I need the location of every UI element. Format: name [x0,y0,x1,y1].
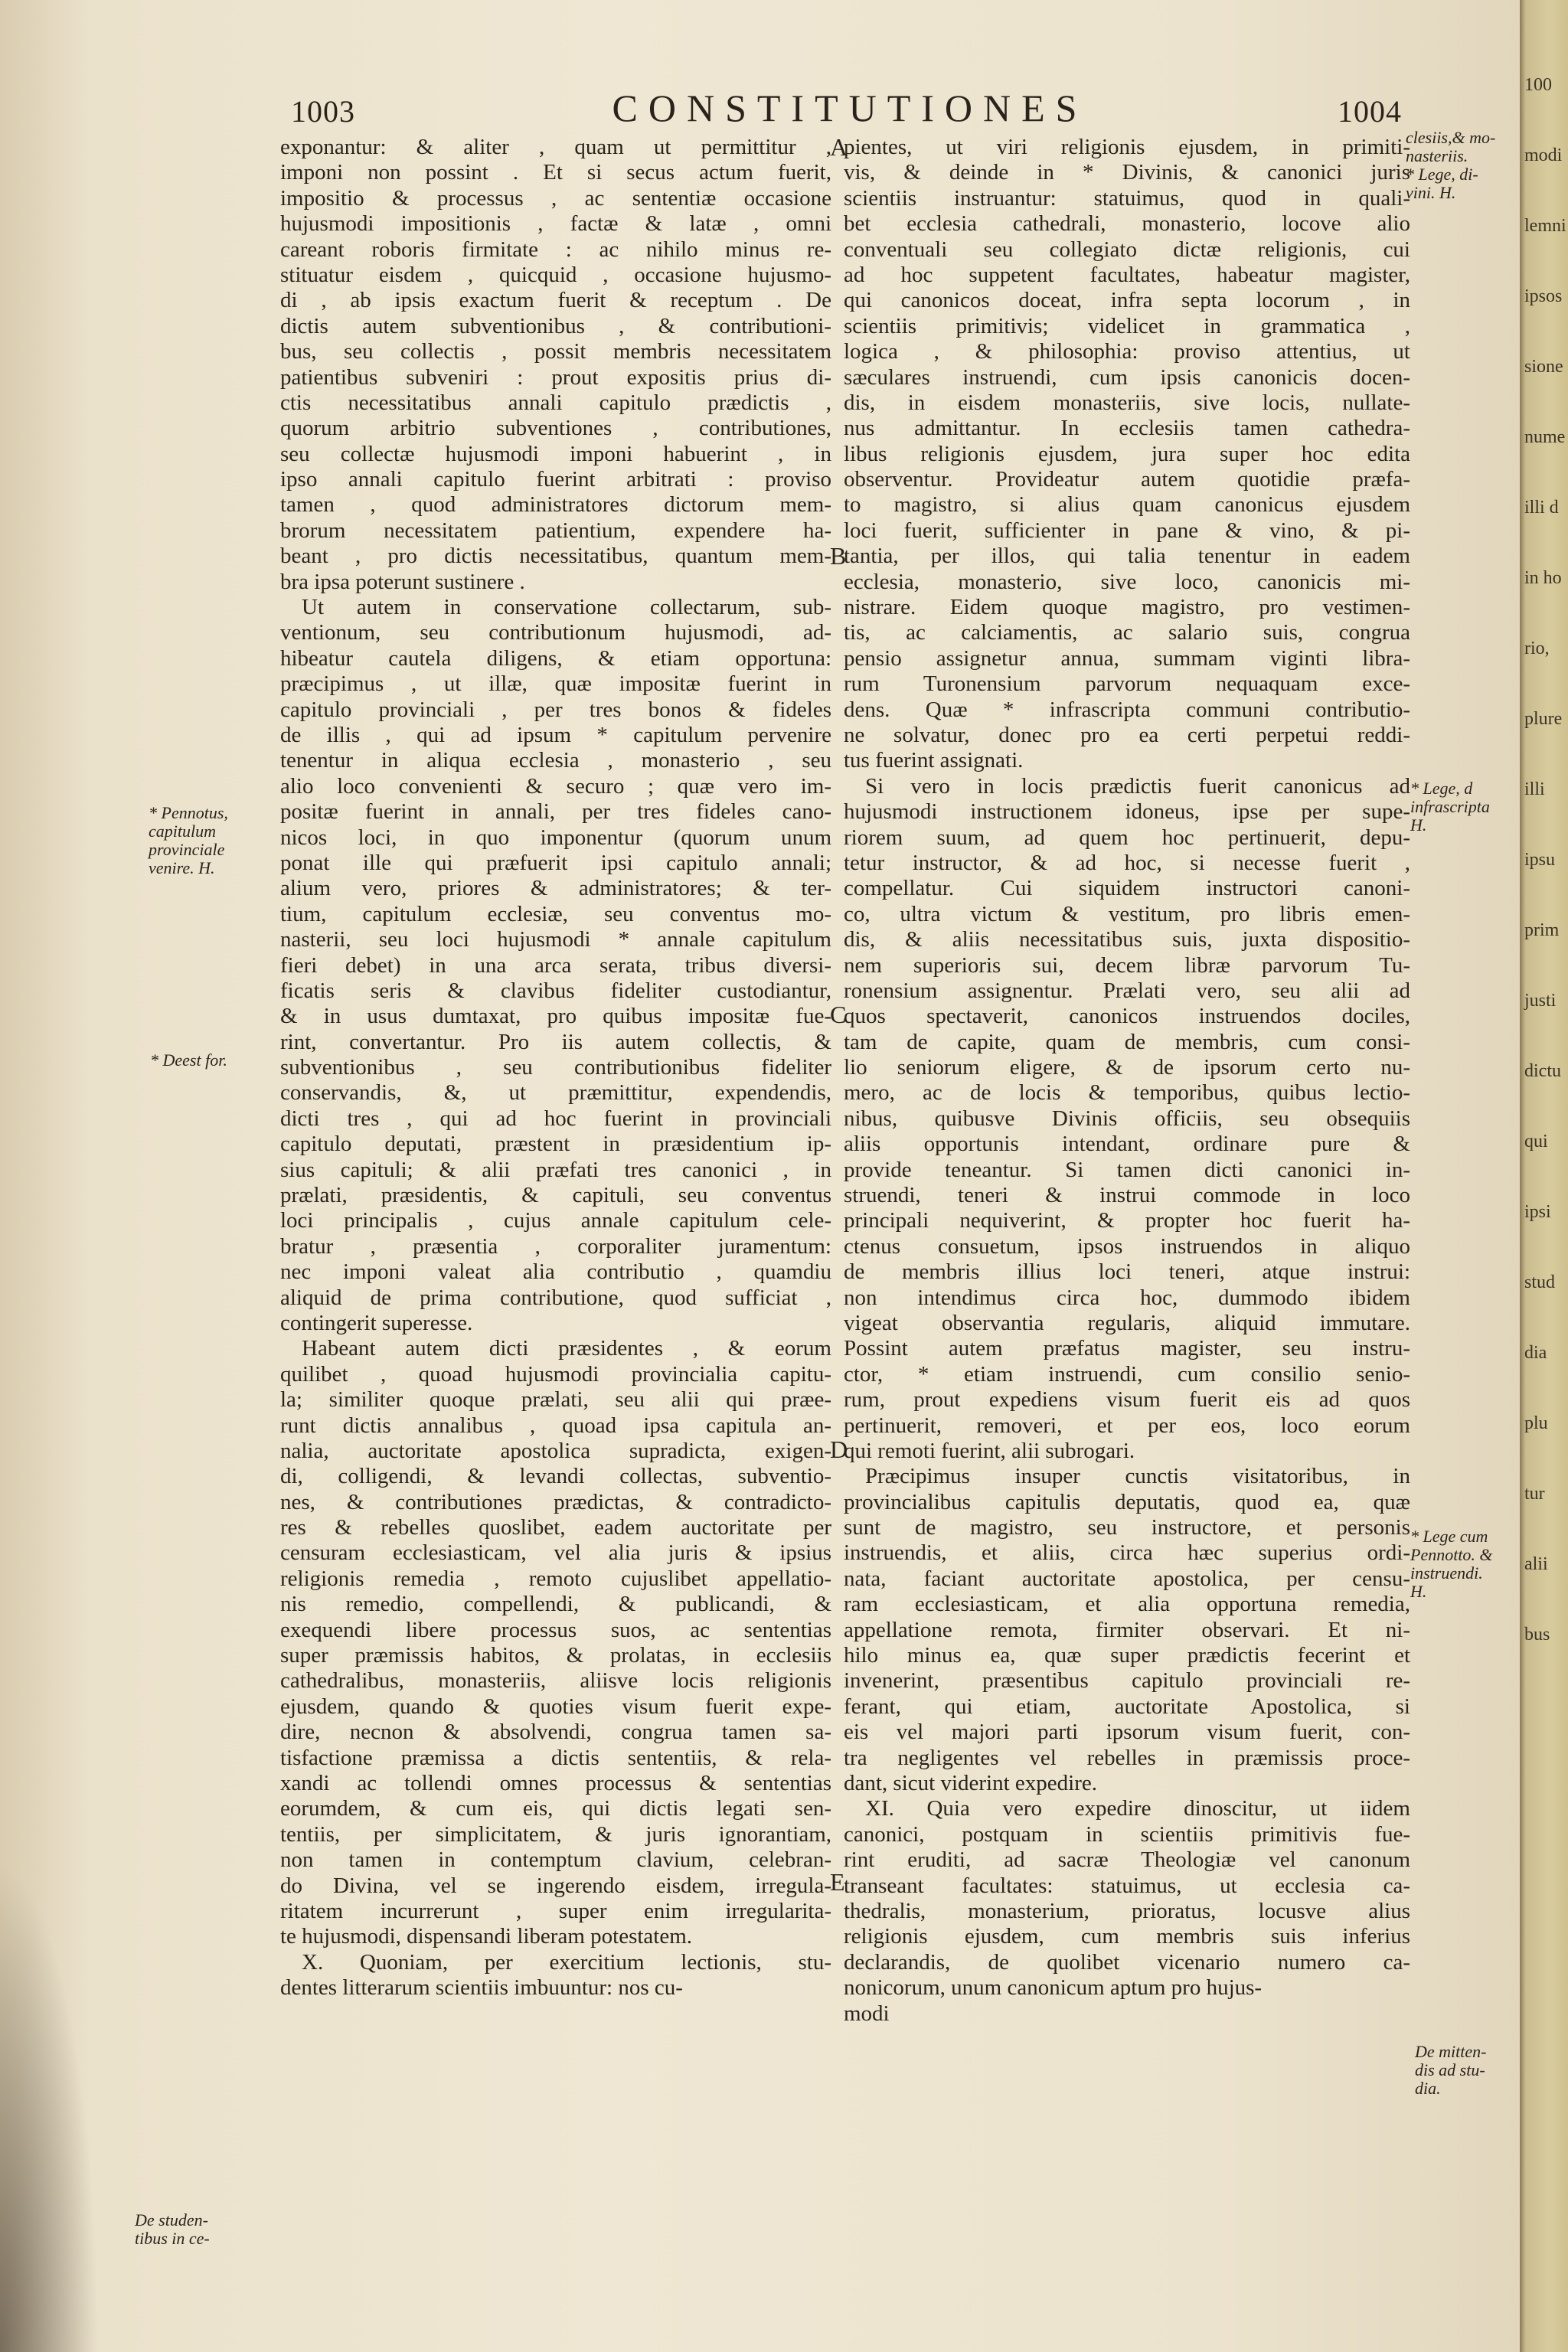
text-line: & in usus dumtaxat, pro quibus impositæ fue- [280,1004,831,1029]
text-line: declarandis, de quolibet vicenario numero ca- [844,1949,1410,1975]
text-line: nistrare. Eidem quoque magistro, pro vestimen- [844,595,1410,620]
next-page-fragment: plu [1524,1413,1548,1433]
text-line: aliis opportunis intendant, ordinare pure & [844,1132,1410,1157]
margin-note-deest [150,1051,227,1070]
page-number-left: 1003 [291,94,355,129]
text-line: ipso annali capitulo fuerint arbitrati : proviso [280,467,831,492]
note-line: instruendi. [1410,1563,1483,1583]
text-line: hibeatur cautela diligens, & etiam opportuna: [280,645,831,671]
text-line: dire, necnon & absolvendi, congrua tamen sa- [280,1720,831,1745]
text-line: qui canonicos doceat, infra septa locorum , in [844,288,1410,313]
text-line: religionis ejusdem, cum membris suis inferius [844,1924,1410,1949]
text-line: di , ab ipsis exactum fuerit & receptum . De [280,288,831,313]
text-line: logica , & philosophia: proviso attentius, ut [844,339,1410,364]
running-title: CONSTITUTIONES [612,87,1088,129]
text-line: lio seniorum eligere, & de ipsorum certo nu- [844,1055,1410,1080]
text-line: XI. Quia vero expedire dinoscitur, ut iidem [865,1796,1410,1821]
text-line: quos spectaverit, canonicos instruendos dociles, [844,1004,1410,1029]
text-line: di, colligendi, & levandi collectas, subventio- [280,1464,831,1489]
note-line: * Lege cum [1410,1527,1488,1546]
text-line: careant roboris firmitate : ac nihilo minus re- [280,237,831,262]
text-line: positæ fuerint in annali, per tres fideles cano- [280,799,831,825]
text-line: dant, sicut viderint expedire. [844,1771,1097,1795]
text-line: tam de capite, quam de membris, cum consi- [844,1029,1410,1054]
text-line: Possint autem præfatus magister, seu instru- [844,1336,1410,1361]
note-line: De studen- [135,2210,208,2230]
text-line: non intendimus circa hoc, dummodo ibidem [844,1285,1410,1310]
text-line: exponantur: & aliter , quam ut permittitur , [280,135,831,159]
text-line: quilibet , quoad hujusmodi provincialia capitu- [280,1361,831,1387]
text-line: brorum necessitatem patientium, expendere ha- [280,518,831,543]
page-number-right: 1004 [1338,94,1402,129]
next-page-fragment: nume [1524,427,1566,447]
text-line: exequendi libere processus suos, ac sententias [280,1617,831,1642]
text-line: appellatione remota, firmiter observari. Et ni- [844,1617,1410,1642]
note-line: * Deest for. [150,1050,227,1070]
note-line: capitulum [149,822,216,841]
margin-note-de-studentibus [135,2211,210,2248]
text-line: ritatem incurrerunt , super enim irregularita- [280,1898,831,1923]
text-line: thedralis, monasterium, prioratus, locusve alius [844,1898,1410,1923]
next-page-fragment: illi [1524,779,1545,799]
next-page-fragment: dictu [1524,1061,1561,1081]
text-line: instruendis, et aliis, circa hæc superius ordi- [844,1540,1410,1566]
note-line: * Lege, di- [1406,165,1478,184]
margin-note-pennotus [149,804,228,877]
text-line: res & rebelles quoslibet, eadem auctoritate per [280,1515,831,1540]
next-page-fragment: lemni [1524,216,1566,236]
text-line: rum Turonensium parvorum nequaquam exce- [844,671,1410,697]
text-line: te hujusmodi, dispensandi liberam potestatem. [280,1924,693,1949]
note-line: vini. H. [1406,183,1456,202]
section-letter-c: C [830,1001,847,1028]
text-line: X. Quoniam, per exercitium lectionis, stu- [302,1949,831,1975]
text-line: bet ecclesia cathedrali, monasterio, locove alio [844,211,1410,237]
next-page-fragment: ipsos [1524,286,1563,306]
next-page-fragment: dia [1524,1343,1547,1363]
text-line: imponi non possint . Et si secus actum fuerit, [280,160,831,185]
text-line: ponat ille qui præfuerit ipsi capitulo annali; [280,850,831,875]
right-text-column [844,135,1410,2027]
text-line: tisfactione præmissa a dictis sententiis, & rela- [280,1745,831,1770]
next-page-fragment: qui [1524,1132,1548,1152]
next-page-fragment: plure [1524,709,1563,729]
next-page-fragment: prim [1524,920,1560,940]
text-line: to magistro, si alius quam canonicus ejusdem [844,492,1410,518]
text-line: rum, prout expediens visum fuerit eis ad quos [844,1387,1410,1413]
note-line: venire. H. [149,858,215,877]
next-page-fragment: ipsi [1524,1202,1551,1222]
text-line: tamen , quod administratores dictorum mem- [280,492,831,518]
text-line: nec imponi valeat alia contributio , quamdiu [280,1259,831,1285]
text-line: Si vero in locis prædictis fuerit canonicus ad [865,773,1410,799]
text-line: dis, & aliis necessitatibus suis, juxta dispositio- [844,927,1410,952]
text-line: nes, & contributiones prædictas, & contradicto- [280,1489,831,1514]
text-line: eis vel majori parti ipsorum visum fuerit, con- [844,1720,1410,1745]
text-line: rint eruditi, ad sacræ Theologiæ vel canonum [844,1847,1410,1873]
text-line: tra negligentes vel rebelles in præmissis proce- [844,1745,1410,1770]
text-line: tetur instructor, & ad hoc, si necesse fuerit , [844,850,1410,875]
text-line: pensio assignetur annua, summam viginti libra- [844,645,1410,671]
note-line: nasteriis. [1406,146,1468,165]
text-line: la; similiter quoque prælati, seu alii qui præe- [280,1387,831,1413]
text-line: tentiis, per simplicitatem, & juris ignorantiam, [280,1821,831,1847]
text-line: bratur , præsentia , corporaliter juramentum: [280,1233,831,1259]
text-line: ne solvatur, donec pro ea certi perpetui reddi- [844,722,1410,747]
text-line: ferant, qui etiam, auctoritate Apostolica, si [844,1694,1410,1719]
section-letter-b: B [830,542,847,570]
text-line: mero, ac de locis & temporibus, quibus lectio- [844,1080,1410,1106]
text-line: sius capituli; & alii præfati tres canonici , in [280,1157,831,1182]
text-line: ronensium assignentur. Prælati vero, seu alii ad [844,978,1410,1003]
text-line: ctis necessitatibus annali capitulo prædictis , [280,390,831,415]
text-line: beant , pro dictis necessitatibus, quantum mem- [280,544,831,569]
text-line: ctenus consuetum, ipsos instruendos in aliquo [844,1233,1410,1259]
text-line: nem superioris sui, decem libræ parvorum Tu- [844,952,1410,978]
text-line: aliquid de prima contributione, quod sufficiat , [280,1285,831,1310]
text-line: loci fuerit, sufficienter in pane & vino, & pi- [844,518,1410,543]
text-line: capitulo deputati, præstent in præsidentium ip- [280,1132,831,1157]
text-line: principali nequiverint, & propter hoc fuerit ha- [844,1208,1410,1233]
left-text-column [280,135,831,2001]
next-page-fragment: justi [1524,991,1557,1011]
next-page-fragment: stud [1524,1272,1556,1292]
next-page-fragment: tur [1524,1484,1545,1504]
text-line: prælati, præsidentis, & capituli, seu conventus [280,1183,831,1208]
section-letter-e: E [830,1868,845,1896]
text-line: struendi, teneri & instrui commode in loco [844,1183,1410,1208]
text-line: Ut autem in conservatione collectarum, sub- [302,595,831,620]
text-line: vigeat observantia regularis, aliquid immutare. [844,1310,1410,1335]
next-page-fragment: 100 [1524,75,1552,95]
text-line: hujusmodi impositionis , factæ & latæ , omni [280,211,831,237]
text-line: qui remoti fuerint, alii subrogari. [844,1438,1135,1463]
text-line: fieri debet) in una arca serata, tribus diversi- [280,952,831,978]
text-line: nalia, auctoritate apostolica supradicta, exigen- [280,1438,831,1463]
next-page-fragment: modi [1524,145,1563,165]
text-line: transeant facultates: statuimus, ut ecclesia ca- [844,1873,1410,1898]
text-line: quorum arbitrio subventiones , contributiones, [280,416,831,441]
next-page-fragment: bus [1524,1625,1550,1645]
note-line: dis ad stu- [1415,2060,1485,2079]
note-line: tibus in ce- [135,2229,210,2248]
text-line: nus admittantur. In ecclesiis tamen cathedra- [844,416,1410,441]
text-line: provide teneantur. Si tamen dicti canonici in- [844,1157,1410,1182]
text-line: alio loco convenienti & securo ; quæ vero im- [280,773,831,799]
text-line: ecclesia, monasterio, sive loco, canonicis mi- [844,569,1410,594]
text-line: tus fuerint assignati. [844,748,1024,773]
text-line: bra ipsa poterunt sustinere . [280,569,525,594]
text-line: cathedralibus, monasteriis, aliisve locis religionis [280,1668,831,1694]
text-line: dens. Quæ * infrascripta communi contributio- [844,697,1410,722]
text-line: eorumdem, & cum eis, qui dictis legati sen- [280,1796,831,1821]
text-line: scientiis primitivis; videlicet in grammatica , [844,313,1410,338]
text-line: runt dictis annalibus , quoad ipsa capitula an- [280,1413,831,1438]
text-line: xandi ac tollendi omnes processus & sententias [280,1771,831,1795]
text-line: de membris illius loci teneri, atque instrui: [844,1259,1410,1285]
text-line: Habeant autem dicti præsidentes , & eorum [302,1336,831,1361]
text-line: sunt de magistro, seu instructore, et personis [844,1515,1410,1540]
note-line: provinciale [149,840,225,859]
margin-note-lege-infrascripta [1410,779,1490,835]
text-line: sæculares instruendi, cum ipsis canonicis docen- [844,364,1410,390]
text-line: canonici, postquam in scientiis primitivis fue- [844,1821,1410,1847]
text-line: dictis autem subventionibus , & contributioni- [280,313,831,338]
text-line: capitulo provinciali , per tres bonos & fideles [280,697,831,722]
text-line: hilo minus ea, quæ super prædictis fecerint et [844,1643,1410,1668]
text-line: dicti tres , qui ad hoc fuerint in provinciali [280,1106,831,1131]
text-line: dentes litterarum scientiis imbuuntur: nos cu- [280,1975,683,2001]
text-line: nibus, quibusve Divinis officiis, seu obsequiis [844,1106,1410,1131]
text-line: modi [844,2001,890,2026]
text-line: hujusmodi instructionem idoneus, ipse per supe- [844,799,1410,825]
text-line: stituatur eisdem , quicquid , occasione hujusmo- [280,262,831,287]
text-line: tenentur in aliqua ecclesia , monasterio , seu [280,748,831,773]
text-line: conservandis, &, ut præmittitur, expendendis, [280,1080,831,1106]
text-line: observentur. Provideatur autem quotidie præfa- [844,467,1410,492]
text-line: conventuali seu collegiato dictæ religionis, cui [844,237,1410,262]
next-page-edge [1520,0,1568,2352]
next-page-fragment: in ho [1524,568,1562,588]
text-line: provincialibus capitulis deputatis, quod ea, quæ [844,1489,1410,1514]
note-line: H. [1410,1582,1427,1601]
next-page-fragment: alii [1524,1554,1548,1574]
text-line: Præcipimus insuper cunctis visitatoribus, in [865,1464,1410,1489]
margin-note-lege-cum-pennotto [1410,1527,1493,1601]
text-line: compellatur. Cui siquidem instructori canoni- [844,876,1410,901]
text-line: riorem suum, ad quem hoc pertinuerit, depu- [844,825,1410,850]
text-line: contingerit superesse. [280,1310,473,1335]
text-line: pertinuerit, removeri, et per eos, loco eorum [844,1413,1410,1438]
text-line: nata, faciant auctoritate apostolica, per censu- [844,1566,1410,1591]
text-line: do Divina, vel se ingerendo eisdem, irregula- [280,1873,831,1898]
text-line: non tamen in contemptum clavium, celebran- [280,1847,831,1873]
text-line: libus religionis ejusdem, jura super hoc edita [844,441,1410,466]
text-line: præcipimus , ut illæ, quæ impositæ fuerint in [280,671,831,697]
note-line: De mitten- [1415,2042,1487,2061]
text-line: religionis remedia , remoto cujuslibet appellatio- [280,1566,831,1591]
text-line: scientiis instruantur: statuimus, quod in quali- [844,185,1410,211]
text-line: tantia, per illos, qui talia tenentur in eadem [844,544,1410,569]
text-line: invenerint, præsentibus capitulo provinciali re- [844,1668,1410,1694]
margin-note-de-mittendis [1415,2043,1486,2098]
section-letter-a: A [830,133,848,161]
text-line: patientibus subveniri : prout expositis prius di- [280,364,831,390]
text-line: subventionibus , seu contributionibus fideliter [280,1055,831,1080]
text-line: censuram ecclesiasticam, vel alia juris & ipsius [280,1540,831,1566]
text-line: vis, & deinde in * Divinis, & canonici juris [844,160,1410,185]
text-line: nis remedio, compellendi, & publicandi, & [280,1592,831,1617]
page-corner-shadow [0,1862,100,2352]
text-line: tium, capitulum ecclesiæ, seu conventus mo- [280,901,831,926]
text-line: rint, convertantur. Pro iis autem collectis, & [280,1029,831,1054]
note-line: * Pennotus, [149,803,228,822]
text-line: ficatis seris & clavibus fideliter custodiantur, [280,978,831,1003]
text-line: ctor, * etiam instruendi, cum consilio senio- [844,1361,1410,1387]
next-page-fragment: illi d [1524,498,1559,518]
note-line: Pennotto. & [1410,1545,1493,1564]
text-line: de illis , qui ad ipsum * capitulum pervenire [280,722,831,747]
text-line: alium vero, priores & administratores; & ter- [280,876,831,901]
next-page-fragment: sione [1524,357,1563,377]
text-line: tis, ac calciamentis, ac salario suis, congrua [844,620,1410,645]
section-letter-d: D [830,1436,848,1463]
text-line: ad hoc suppetent facultates, habeatur magister, [844,262,1410,287]
text-line: loci principalis , cujus annale capitulum cele- [280,1208,831,1233]
note-line: infrascripta [1410,797,1490,816]
text-line: bus, seu collectis , possit membris necessitatem [280,339,831,364]
note-line: clesiis,& mo- [1406,128,1496,147]
text-line: nasterii, seu loci hujusmodi * annale capitulum [280,927,831,952]
text-line: ram ecclesiasticam, et alia opportuna remedia, [844,1592,1410,1617]
text-line: ventionum, seu contributionum hujusmodi, ad- [280,620,831,645]
text-line: dis, in eisdem monasteriis, sive locis, nullate- [844,390,1410,415]
running-header [0,86,1520,132]
next-page-fragment: ipsu [1524,850,1556,870]
text-line: impositio & processus , ac sententiæ occasione [280,185,831,211]
text-line: co, ultra victum & vestitum, pro libris emen- [844,901,1410,926]
text-line: pientes, ut viri religionis ejusdem, in primiti- [844,135,1410,159]
text-line: super præmissis habitos, & prolatas, in ecclesiis [280,1643,831,1668]
next-page-fragment: rio, [1524,639,1550,658]
margin-note-lege-divini [1406,129,1495,202]
text-line: ejusdem, quando & quoties visum fuerit expe- [280,1694,831,1719]
note-line: * Lege, d [1410,779,1473,798]
text-line: nonicorum, unum canonicum aptum pro hujus- [844,1975,1263,2001]
note-line: H. [1410,815,1427,835]
text-line: seu collectæ hujusmodi imponi habuerint , in [280,441,831,466]
note-line: dia. [1415,2079,1441,2098]
text-line: nicos loci, in quo imponentur (quorum unum [280,825,831,850]
